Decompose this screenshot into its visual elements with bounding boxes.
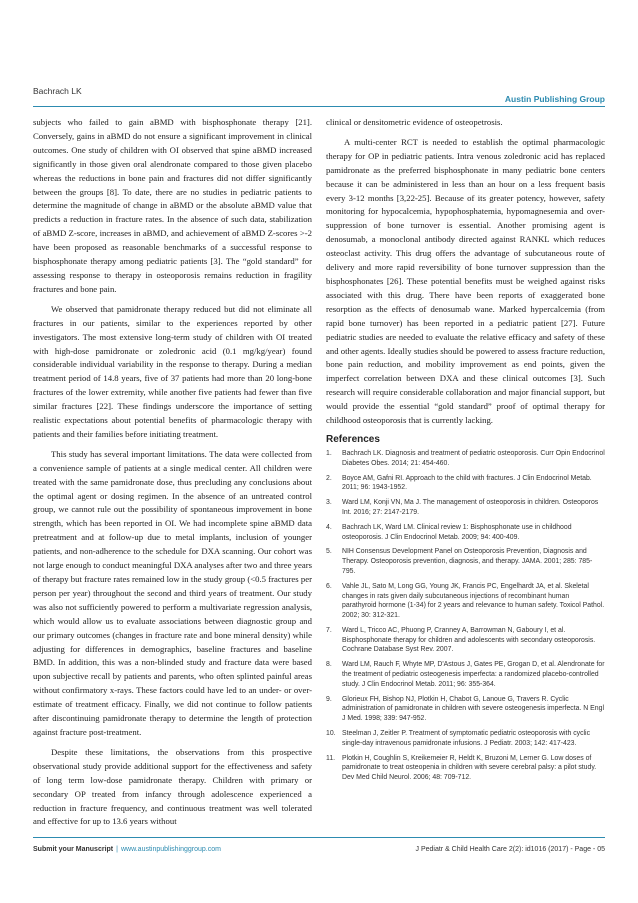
reference-text: NIH Consensus Development Panel on Osteoporosis Prevention, Diagnosis and Therapy. Osteoporosis prevention, diagnosis, and therapy. JAMA. 2001; 285: 785-795.	[342, 548, 593, 575]
body-paragraph: Despite these limitations, the observations from this prospective observational study provide additional support for the effectiveness and safety of long term low-dose pamidronate therapy. Children with primary or secondary OP treated from infancy through adolescence experienced a reduction in fracture frequency, and continuous treatment was well tolerated and effective for up to 13.6 years without	[33, 746, 312, 827]
footer-separator: |	[116, 846, 118, 853]
publisher-name: Austin Publishing Group	[504, 94, 605, 104]
reference-number: 5.	[326, 548, 332, 556]
reference-number: 11.	[326, 754, 336, 762]
reference-item	[326, 498, 605, 518]
publisher-url-link[interactable]: www.austinpublishinggroup.com	[120, 846, 221, 853]
reference-item	[326, 660, 605, 689]
reference-text: Boyce AM, Gafni RI. Approach to the child with fractures. J Clin Endocrinol Metab. 2011; 96: 1943-1952.	[342, 474, 592, 492]
reference-number: 6.	[326, 582, 332, 590]
reference-item	[326, 582, 605, 621]
reference-item	[326, 474, 605, 494]
reference-number: 2.	[326, 474, 332, 482]
reference-text: Steelman J, Zeitler P. Treatment of symptomatic pediatric osteoporosis with cyclic single-day intravenous pamidronate infusions. J Pediatr. 2003; 142: 417-423.	[342, 730, 591, 747]
body-paragraph: clinical or densitometric evidence of osteopetrosis.	[326, 117, 503, 127]
body-paragraph: We observed that pamidronate therapy reduced but did not eliminate all fractures in our patients, similar to the experiences reported by other investigators. The most extensive long-term study of children with OI treated with high-dose pamidronate or zoledronic acid (0.1 mg/kg/year) found considerable individual variability in the response to therapy. During a median treatment period of 14.8 years, five of 37 patients had more than 20 long-bone fractures of the lower extremity, while another five patients had fewer than five similar fractures [22]. These findings underscore the importance of setting realistic expectations about potential benefits of pharmacologic therapy with patients and their families before initiating treatment.	[33, 303, 312, 439]
reference-number: 3.	[326, 499, 332, 507]
footer-submit	[33, 846, 221, 853]
submit-manuscript-label: Submit your Manuscript	[33, 846, 114, 853]
reference-number: 7.	[326, 626, 332, 634]
reference-text: Bachrach LK. Diagnosis and treatment of pediatric osteoporosis. Curr Opin Endocrinol Diabetes Obes. 2014; 21: 454-460.	[342, 449, 605, 467]
reference-number: 8.	[326, 661, 332, 669]
reference-text: Ward L, Tricco AC, Phuong P, Cranney A, Barrowman N, Gaboury I, et al. Bisphosphonate therapy for children and adolescents with secondary osteoporosis. Cochrane Database Syst Rev. 2007.	[342, 626, 596, 654]
reference-item	[326, 729, 605, 749]
body-paragraph: A multi-center RCT is needed to establish the optimal pharmacologic therapy for OP in pediatric patients. Intra venous zoledronic acid has replaced pamidronate as the preferred bisphosphonate in many pediatric bone centers because it can be administered in less than an hour on a less frequent basis every 3-12 months [3,22-25]. Because of its greater potency, however, safety monitoring for hypocalcemia, hypophosphatemia, hypomagnesemia and over-suppression of bone turnover is essential. Another promising agent is denosumab, a monoclonal antibody directed against RANKL which reduces osteoclast activity. This drug offers the advantage of subcutaneous route of delivery and more rapid reversibility of bone turnover suppression than the bisphosphonates [26]. These potential benefits must be weighed against risks associated with this drug. There have been reports of exaggerated bone resorption as the effects of denosumab wane. Marked hypercalcemia (from rapid bone turnover) has been reported in a pediatric patient [27]. Future pediatric studies are needed to evaluate the relative efficacy and safety of these and other agents. Ideally studies should be powered to assess fracture reduction, bone pain reduction, and mobility improvement as end points, given the imperfect correlation between DXA and these clinical outcomes [3]. Such research will require considerable collaboration and major financial support, but would provide the essential “gold standard” proof of optimal therapy for childhood osteoporosis that is currently lacking.	[326, 136, 605, 426]
reference-text: Ward LM, Konji VN, Ma J. The management of osteoporosis in children. Osteoporos Int. 2016; 27: 2147-2179.	[342, 499, 599, 516]
reference-number: 4.	[326, 523, 332, 531]
footer-divider	[33, 837, 605, 838]
right-column	[326, 116, 605, 788]
reference-text: Glorieux FH, Bishop NJ, Plotkin H, Chabot G, Lanoue G, Travers R. Cyclic administration of pamidronate in children with severe osteogenesis imperfecta. N Engl J Med. 1998; 339: 947-952.	[342, 695, 604, 723]
reference-text: Bachrach LK, Ward LM. Clinical review 1: Bisphosphonate use in childhood osteoporosis. J Clin Endocrinol Metab. 2009; 94: 400-409.	[342, 523, 572, 541]
footer-citation: J Pediatr & Child Health Care 2(2): id1016 (2017) - Page - 05	[415, 846, 605, 853]
reference-item	[326, 754, 605, 783]
body-paragraph: This study has several important limitations. The data were collected from a convenience sample of patients at a single medical center. All children were treated with the same pamidronate dose, thus precluding any conclusions about the optimal agent or dosing regimen. In the absence of an untreated control group, we cannot rule out the possibility of spontaneous improvement in bone strength, which has been reported in OI. We had incomplete spine aBMD data pretreatment and at follow-up due to metal implants, inclusion of younger patients, and non-adherence to the schedule for DXA scanning. Our cohort was not large enough to conduct meaningful DXA analyses after two and three years of therapy but fracture rates remained low in the study group (<0.5 fractures per person per year) throughout the second and third years of treatment. Our study was also not sufficiently powered to perform a multivariate regression analysis, which would allow us to evaluate associations between diagnostic group and our primary outcomes (changes in fracture rate and bone mineral density) while adjusting for differences in demographics, baseline fractures and baseline BMD. In addition, this was a non-blinded study and fracture data were based upon subjective recall by patients and parents, who often splinted painful areas without confirmatory x-rays. These factors could have led to an under- or over-estimate of treatment efficacy. Finally, we did not continue to follow patients after discontinuing pamidronate therapy to determine the length of protection against fracture post-treatment.	[33, 448, 312, 737]
reference-list	[326, 449, 605, 783]
reference-text: Ward LM, Rauch F, Whyte MP, D'Astous J, Gates PE, Grogan D, et al. Alendronate for the treatment of pediatric osteogenesis imperfecta: a randomized placebo-controlled study. J Clin Endocrinol Metab. 2011; 96: 355-364.	[342, 661, 605, 688]
body-paragraph: subjects who failed to gain aBMD with bisphosphonate therapy [21]. Conversely, gains in aBMD do not ensure a significant improvement in clinical outcomes. One study of children with OI observed that spine aBMD increased significantly in those given oral alendronate compared to those given placebo whereas the reductions in bone pain and fractures did not differ significantly between the groups [8]. To date, there are no studies in pediatric patients to determine the magnitude of change in aBMD or the absolute aBMD value that predicts a reduction in fracture rates. In the absence of such data, stabilization of aBMD Z-score, increases in aBMD, and achievement of aBMD Z-scores >-2 have been proposed as reasonable benchmarks of a successful response to bisphosphonate therapy among pediatric patients [3]. The “gold standard” for assessing response to therapy in osteoporosis remains reduction in fragility fractures and bone pain.	[33, 117, 312, 294]
reference-number: 9.	[326, 695, 332, 703]
reference-text: Plotkin H, Coughlin S, Kreikemeier R, Heldt K, Bruzoni M, Lerner G. Low doses of pamidronate to treat osteopenia in children with severe cerebral palsy: a pilot study. Dev Med Child Neurol. 2006; 48: 709-712.	[342, 754, 597, 782]
reference-number: 1.	[326, 449, 332, 457]
references-heading: References	[326, 433, 380, 445]
reference-item	[326, 449, 605, 469]
reference-item	[326, 626, 605, 655]
reference-item	[326, 695, 605, 724]
reference-text: Vahle JL, Sato M, Long GG, Young JK, Francis PC, Engelhardt JA, et al. Skeletal changes in rats given daily subcutaneous injections of recombinant human parathyroid hormone (1-34) for 2 years and relevance to human safety. Toxicol Pathol. 2002; 30: 312-321.	[342, 582, 605, 620]
running-header-author: Bachrach LK	[33, 86, 82, 96]
header-divider	[33, 106, 605, 107]
reference-number: 10.	[326, 730, 336, 738]
reference-item	[326, 523, 605, 543]
left-column	[33, 116, 312, 829]
reference-item	[326, 547, 605, 576]
